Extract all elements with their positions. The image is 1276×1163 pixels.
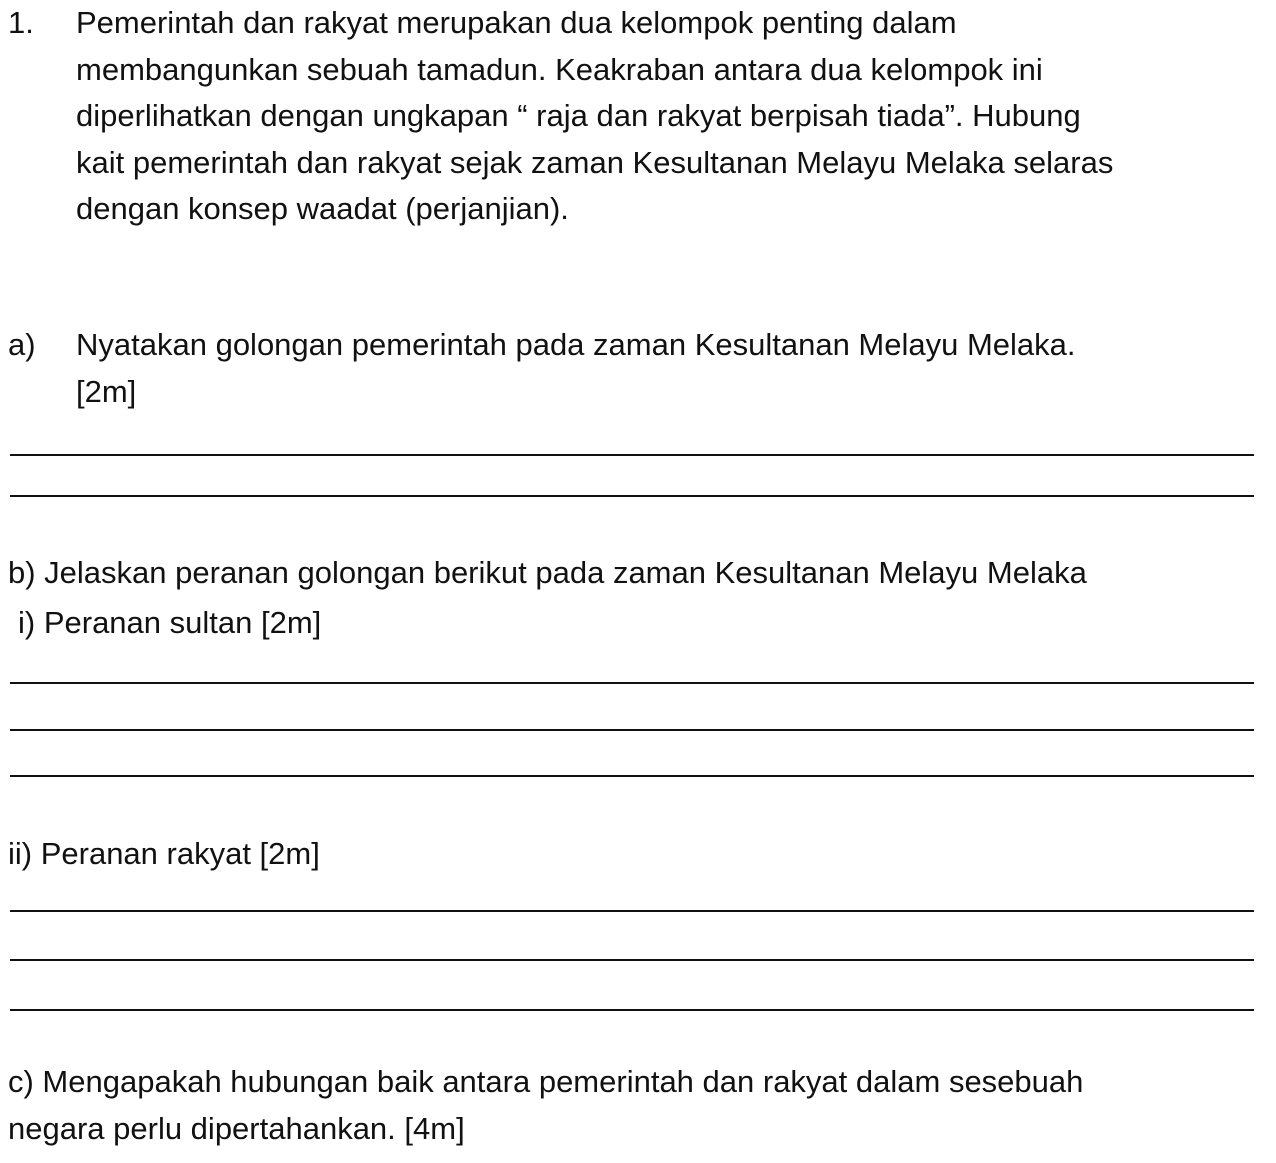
answer-line[interactable]	[10, 775, 1254, 777]
question-stem-line: diperlihatkan dengan ungkapan “ raja dan rakyat berpisah tiada”. Hubung	[76, 98, 1081, 133]
answer-line[interactable]	[10, 910, 1254, 912]
question-stem-line: kait pemerintah dan rakyat sejak zaman Kesultanan Melayu Melaka selaras	[76, 144, 1114, 180]
part-b-sub-ii-question: ii) Peranan rakyat [2m]	[8, 836, 320, 871]
question-stem-line: membangunkan sebuah tamadun. Keakraban antara dua kelompok ini	[76, 51, 1043, 87]
answer-line[interactable]	[10, 959, 1254, 961]
part-b-sub-i-question: i) Peranan sultan [2m]	[18, 605, 322, 640]
question-number: 1.	[8, 5, 34, 40]
answer-line[interactable]	[10, 495, 1254, 497]
answer-line[interactable]	[10, 729, 1254, 731]
part-c-question-line-1: c) Mengapakah hubungan baik antara pemerintah dan rakyat dalam sesebuah	[8, 1064, 1084, 1099]
question-stem-line: dengan konsep waadat (perjanjian).	[76, 191, 569, 226]
part-a-question: Nyatakan golongan pemerintah pada zaman Kesultanan Melayu Melaka.	[76, 327, 1076, 362]
part-a-marks: [2m]	[76, 374, 137, 409]
part-c-question-line-2: negara perlu dipertahankan. [4m]	[8, 1111, 465, 1146]
answer-line[interactable]	[10, 454, 1254, 456]
question-stem	[76, 0, 1266, 233]
question-stem-line: Pemerintah dan rakyat merupakan dua kelompok penting dalam	[76, 5, 957, 40]
part-a-label: a)	[8, 327, 36, 362]
part-b-question: b) Jelaskan peranan golongan berikut pada zaman Kesultanan Melayu Melaka	[8, 555, 1087, 590]
answer-line[interactable]	[10, 682, 1254, 684]
answer-line[interactable]	[10, 1009, 1254, 1011]
